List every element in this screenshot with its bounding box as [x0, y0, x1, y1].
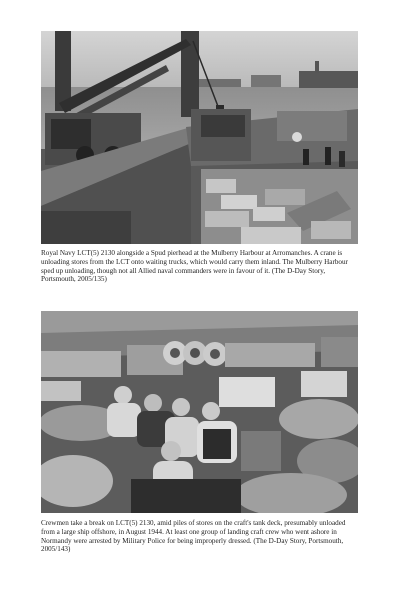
- photo-crewmen-on-tank-deck: [41, 311, 358, 513]
- figure-caption-2: Crewmen take a break on LCT(5) 2130, amid piles of stores on the craft's tank deck, presumably unloaded from a large ship offshore, in August 1944. At least one group of landing craft crew who went ashore in Normandy were arrested by Military Police for being improperly dressed. (The D-Day Story, Portsmouth, 2005/143): [41, 519, 346, 554]
- photo-crewmen-drawing: [41, 311, 358, 513]
- photo-lct-crane-unloading: [41, 31, 358, 244]
- figure-caption-1: Royal Navy LCT(5) 2130 alongside a Spud pierhead at the Mulberry Harbour at Arromanches. A crane is unloading stores from the LCT onto waiting trucks, which would carry them inland. The Mulberry Harbour sped up unloading, though not all Allied naval commanders were in favour of it. (The D-Day Story, Portsmouth, 2005/135): [41, 249, 348, 284]
- photo-lct-crane-drawing: [41, 31, 358, 244]
